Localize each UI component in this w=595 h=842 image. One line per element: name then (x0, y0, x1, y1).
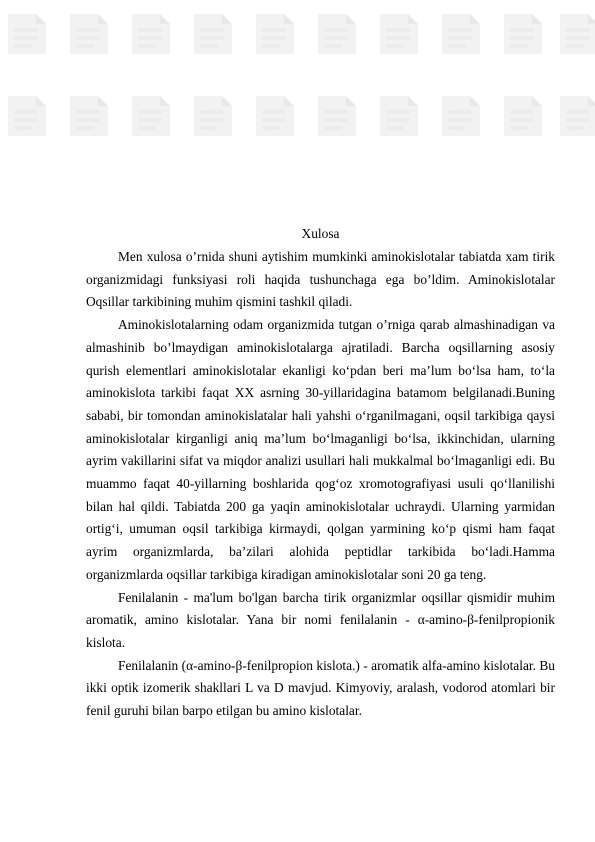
document-body (86, 224, 555, 723)
paragraph-fenilalanin-definition: Fenilalanin - ma'lum bo'lgan barcha tirik organizmlar oqsillar qismidir muhim aromatik, amino kislotalar. Yana bir nomi fenilalanin - α-amino-β-fenilpropionik kislota. (86, 589, 555, 650)
watermark-row-2 (8, 96, 595, 136)
watermark-row-1 (8, 14, 595, 54)
paragraph-fenilalanin-chemistry: Fenilalanin (α-amino-β-fenilpropion kislota.) - aromatik alfa-amino kislotalar. Bu ikki optik izomerik shakllari L va D mavjud. Kimyoviy, aralash, vodorod atomlari bir fenil guruhi bilan barpo etilgan bu amino kislotalar. (86, 657, 555, 719)
paragraph-intro: Men xulosa o’rnida shuni aytishim mumkinki aminokislotalar tabiatda xam tirik organizmidagi funksiyasi roli haqida tushunchaga ega bo’ldim. Aminokislotalar Oqsillar tarkibining muhim qismini tashkil qiladi. (86, 249, 555, 310)
document-title: Xulosa (301, 226, 340, 241)
paragraph-aminokislotalar: Aminokislotalarning odam organizmida tutgan o’rniga qarab almashinadigan va almashinib bo’lmaydigan aminokislotalarga ajratiladi. Barcha oqsillarning asosiy qurish elementlari aminokislotalar ekanligi ko‘pdan beri ma’lum bo‘lsa ham, to‘la aminokislota tarkibi faqat XX asrning 30-yillaridagina batamom belgilanadi.Buning sababi, bir tomondan aminokislatalar hali yahshi o‘rganilmagani, oqsil tarkibiga qaysi aminokislotalar kirganligi aniq ma’lum bo‘lmaganligi bo‘lsa, ikkinchidan, ularning ayrim vakillarini sifat va miqdor analizi usullari hali mukkalmal bo‘lmaganligi edi. Bu muammo faqat 40-yillarning boshlarida qog‘oz xromotografiyasi usuli qo‘llanilishi bilan hal qildi. Tabiatda 200 ga yaqin aminokislotalar uchraydi. Ularning yarmidan ortig‘i, umuman oqsil tarkibiga kirmaydi, qolgan yarmining ko‘p qismi ham faqat ayrim organizmlarda, ba’zilari alohida peptidlar tarkibida bo‘ladi.Hamma organizmlarda oqsillar tarkibiga kiradigan aminokislotalar soni 20 ga teng. (86, 317, 555, 582)
watermark-pattern (0, 0, 595, 160)
